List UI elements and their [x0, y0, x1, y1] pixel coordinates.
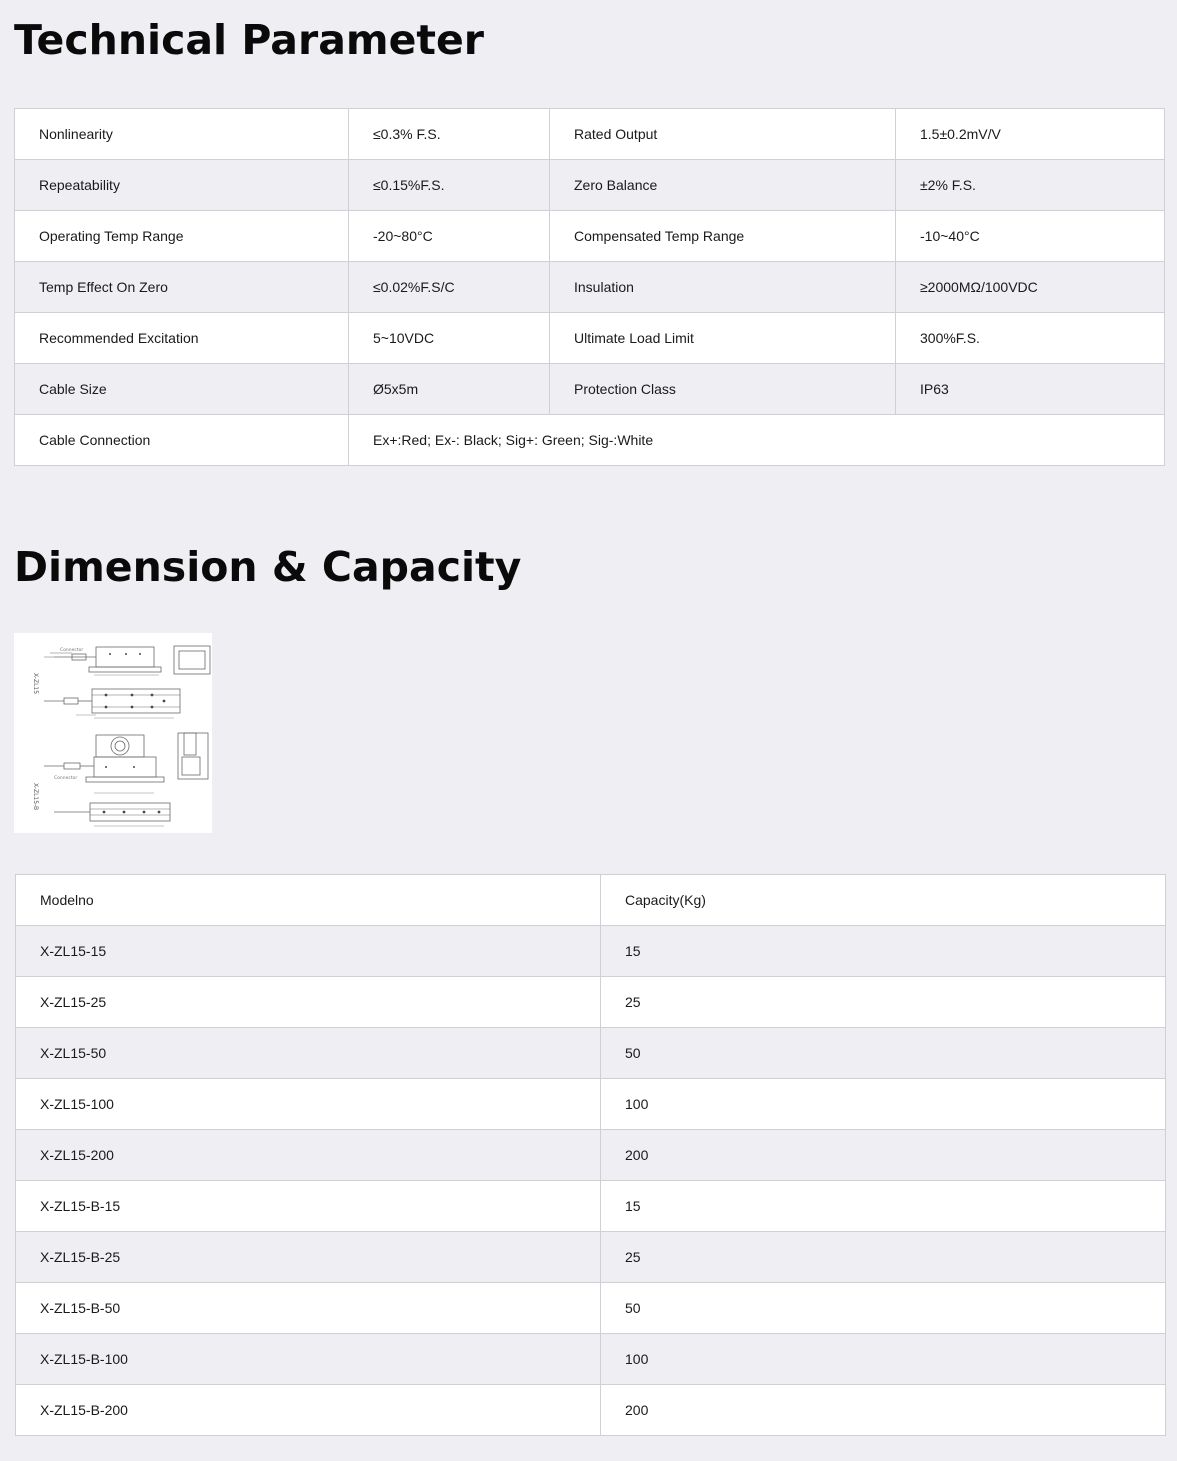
spec-value: 1.5±0.2mV/V: [896, 109, 1165, 160]
capacity-table: [15, 874, 1166, 1436]
column-header-capacity: Capacity(Kg): [601, 875, 1166, 926]
model-cell: X-ZL15-50: [16, 1028, 601, 1079]
drawing-connector-label-top: Connector: [60, 648, 84, 653]
spec-value: ≥2000MΩ/100VDC: [896, 262, 1165, 313]
spec-label: Cable Connection: [15, 415, 349, 466]
capacity-cell: 15: [601, 1181, 1166, 1232]
capacity-cell: 25: [601, 1232, 1166, 1283]
capacity-cell: 25: [601, 977, 1166, 1028]
technical-parameter-table: [14, 108, 1165, 466]
table-row: [16, 1232, 1166, 1283]
sensor-body-top-view: [92, 689, 180, 713]
table-row: [16, 1079, 1166, 1130]
dimension-drawing[interactable]: [14, 633, 212, 833]
table-row: [16, 977, 1166, 1028]
spec-row: [15, 109, 1165, 160]
spec-value: ≤0.3% F.S.: [349, 109, 550, 160]
spec-label: Zero Balance: [550, 160, 896, 211]
spec-row: [15, 313, 1165, 364]
spec-label: Recommended Excitation: [15, 313, 349, 364]
spec-label: Nonlinearity: [15, 109, 349, 160]
model-cell: X-ZL15-25: [16, 977, 601, 1028]
capacity-header-row: [16, 875, 1166, 926]
capacity-cell: 50: [601, 1028, 1166, 1079]
model-cell: X-ZL15-B-25: [16, 1232, 601, 1283]
spec-value: 300%F.S.: [896, 313, 1165, 364]
table-row: [16, 1130, 1166, 1181]
table-row: [16, 1385, 1166, 1436]
spec-value: ±2% F.S.: [896, 160, 1165, 211]
table-row: [16, 926, 1166, 977]
spec-label: Compensated Temp Range: [550, 211, 896, 262]
dimension-capacity-heading: Dimension & Capacity: [14, 543, 522, 591]
table-row: [16, 1283, 1166, 1334]
spec-label: Insulation: [550, 262, 896, 313]
sensor-end-view-bottom: [178, 733, 208, 779]
spec-value: ≤0.02%F.S/C: [349, 262, 550, 313]
model-cell: X-ZL15-B-50: [16, 1283, 601, 1334]
sensor-body-side-bottom: [94, 757, 156, 777]
column-header-model: Modelno: [16, 875, 601, 926]
spec-value: -10~40°C: [896, 211, 1165, 262]
spec-value: ≤0.15%F.S.: [349, 160, 550, 211]
drawing-connector-label-bottom: Connector: [54, 776, 78, 781]
spec-value: Ø5x5m: [349, 364, 550, 415]
capacity-cell: 100: [601, 1334, 1166, 1385]
spec-value: 5~10VDC: [349, 313, 550, 364]
spec-label: Repeatability: [15, 160, 349, 211]
spec-row: [15, 262, 1165, 313]
capacity-cell: 50: [601, 1283, 1166, 1334]
spec-label: Rated Output: [550, 109, 896, 160]
drawing-model-label-bottom: X-ZL15-B: [32, 783, 39, 811]
technical-parameter-heading: Technical Parameter: [14, 16, 485, 64]
capacity-cell: 200: [601, 1130, 1166, 1181]
spec-value: Ex+:Red; Ex-: Black; Sig+: Green; Sig-:White: [349, 415, 1165, 466]
model-cell: X-ZL15-B-15: [16, 1181, 601, 1232]
spec-label: Protection Class: [550, 364, 896, 415]
capacity-cell: 200: [601, 1385, 1166, 1436]
spec-row: [15, 160, 1165, 211]
spec-label: Ultimate Load Limit: [550, 313, 896, 364]
model-cell: X-ZL15-15: [16, 926, 601, 977]
dimension-drawing-svg: [14, 633, 212, 833]
sensor-body-side-top: [96, 647, 154, 667]
model-cell: X-ZL15-100: [16, 1079, 601, 1130]
model-cell: X-ZL15-B-200: [16, 1385, 601, 1436]
spec-label: Temp Effect On Zero: [15, 262, 349, 313]
spec-label: Operating Temp Range: [15, 211, 349, 262]
model-cell: X-ZL15-B-100: [16, 1334, 601, 1385]
capacity-cell: 100: [601, 1079, 1166, 1130]
table-row: [16, 1181, 1166, 1232]
spec-label: Cable Size: [15, 364, 349, 415]
spec-value: IP63: [896, 364, 1165, 415]
capacity-cell: 15: [601, 926, 1166, 977]
spec-row: [15, 364, 1165, 415]
drawing-model-label-top: X-ZL15: [32, 673, 39, 695]
table-row: [16, 1334, 1166, 1385]
spec-row: [15, 211, 1165, 262]
spec-value: -20~80°C: [349, 211, 550, 262]
model-cell: X-ZL15-200: [16, 1130, 601, 1181]
spec-row-cable-connection: [15, 415, 1165, 466]
sensor-hole-circle: [111, 737, 129, 755]
table-row: [16, 1028, 1166, 1079]
